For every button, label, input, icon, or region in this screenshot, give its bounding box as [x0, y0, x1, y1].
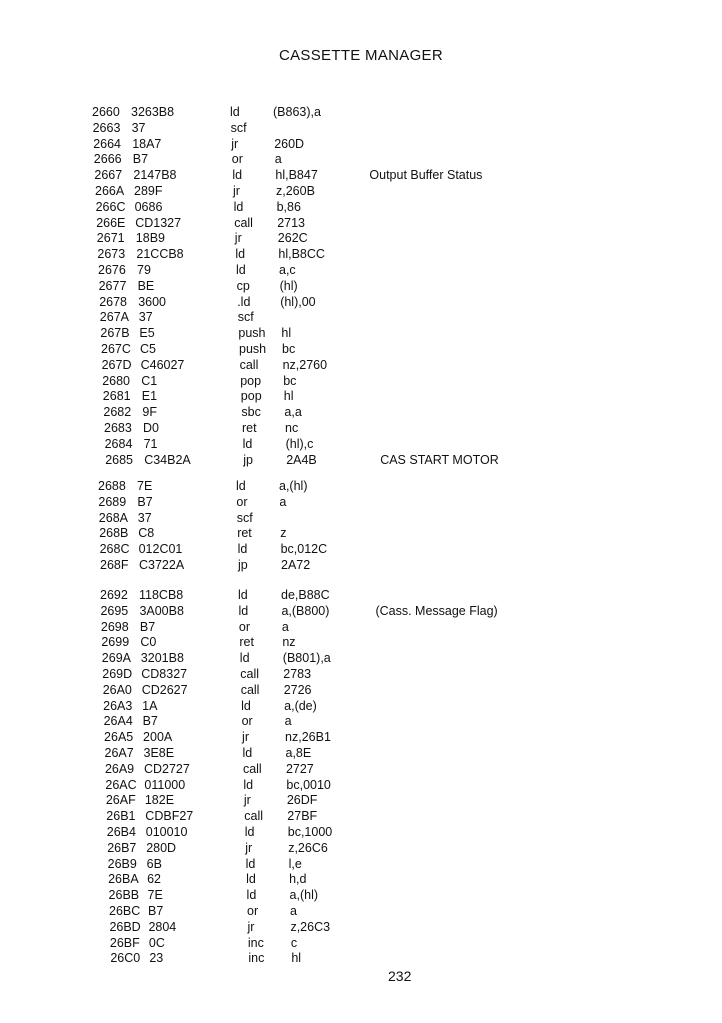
address-cell: 266A — [95, 184, 125, 198]
mnemonic-cell: jp — [238, 558, 248, 572]
hex-code-cell: 23 — [149, 951, 164, 966]
operand-cell: a,8E — [285, 746, 312, 760]
address-cell: 26B1 — [106, 809, 136, 824]
operand-cell: (B801),a — [282, 651, 331, 666]
address-cell: 2685 — [105, 452, 133, 467]
mnemonic-cell: scf — [230, 120, 247, 135]
hex-code-cell: B7 — [148, 904, 164, 918]
hex-code-cell: 011000 — [144, 777, 186, 792]
hex-code-cell: 3A00B8 — [139, 603, 184, 618]
operand-cell: c — [290, 935, 298, 950]
address-cell: 2692 — [100, 588, 128, 602]
mnemonic-cell: inc — [248, 951, 265, 966]
operand-cell: z,26C3 — [290, 919, 331, 934]
mnemonic-cell: ld — [233, 199, 244, 214]
address-cell: 2698 — [100, 619, 129, 634]
operand-cell: (hl),c — [285, 436, 314, 451]
mnemonic-cell: ld — [246, 888, 257, 903]
operand-cell: hl — [283, 389, 294, 404]
hex-code-cell: 3263B8 — [131, 105, 175, 119]
hex-code-cell: 18B9 — [135, 231, 165, 246]
address-cell: 26B4 — [106, 825, 136, 839]
address-cell: 2666 — [93, 152, 122, 167]
hex-code-cell: 200A — [143, 730, 173, 745]
mnemonic-cell: push — [239, 342, 267, 356]
address-cell: 269A — [101, 651, 131, 666]
address-cell: 26BC — [109, 904, 141, 918]
address-cell: 2689 — [98, 494, 127, 509]
address-cell: 2677 — [98, 278, 127, 293]
operand-cell: nz — [282, 635, 296, 650]
mnemonic-cell: scf — [237, 310, 254, 325]
operand-cell: 2A72 — [281, 558, 311, 572]
mnemonic-cell: jr — [243, 793, 251, 808]
comment-cell: (Cass. Message Flag) — [375, 603, 498, 618]
mnemonic-cell: or — [241, 714, 253, 729]
address-cell: 269D — [102, 667, 133, 681]
hex-code-cell: C46027 — [140, 357, 185, 372]
hex-code-cell: 0C — [148, 935, 165, 950]
hex-code-cell: E5 — [139, 326, 155, 341]
operand-cell: a — [290, 904, 297, 918]
address-cell: 2676 — [98, 263, 126, 277]
mnemonic-cell: call — [240, 667, 260, 681]
mnemonic-cell: ld — [235, 247, 246, 262]
hex-code-cell: 118CB8 — [139, 588, 184, 602]
hex-code-cell: B7 — [139, 619, 156, 634]
address-cell: 26A4 — [103, 714, 133, 729]
hex-code-cell: B7 — [142, 714, 158, 729]
operand-cell: de,B88C — [281, 588, 330, 602]
address-cell: 26C0 — [110, 951, 141, 966]
mnemonic-cell: jr — [247, 919, 255, 934]
address-cell: 26A3 — [103, 698, 133, 713]
page-title: CASSETTE MANAGER — [279, 47, 443, 64]
hex-code-cell: 6B — [146, 856, 162, 871]
hex-code-cell: 7E — [137, 479, 153, 493]
mnemonic-cell: jr — [234, 231, 242, 246]
page-number: 232 — [388, 968, 412, 984]
operand-cell: h,d — [289, 872, 307, 887]
address-cell: 2688 — [98, 479, 126, 493]
address-cell: 2680 — [102, 373, 130, 388]
operand-cell: a,a — [284, 405, 302, 420]
operand-cell: 2726 — [283, 682, 312, 697]
address-cell: 26A5 — [104, 730, 134, 745]
mnemonic-cell: ld — [236, 479, 246, 493]
mnemonic-cell: .ld — [237, 294, 251, 309]
hex-code-cell: 2147B8 — [133, 168, 177, 183]
mnemonic-cell: jr — [242, 730, 249, 745]
hex-code-cell: C3722A — [139, 558, 185, 572]
operand-cell: a,(hl) — [279, 479, 308, 493]
operand-cell: 27BF — [287, 809, 318, 824]
operand-cell: a — [274, 152, 282, 167]
mnemonic-cell: or — [238, 619, 251, 634]
operand-cell: 2A4B — [286, 452, 317, 467]
operand-cell: 260D — [274, 136, 305, 151]
address-cell: 2663 — [92, 120, 121, 135]
operand-cell: hl — [291, 951, 302, 966]
mnemonic-cell: sbc — [241, 405, 261, 420]
address-cell: 268F — [100, 558, 129, 572]
mnemonic-cell: pop — [240, 373, 262, 388]
address-cell: 26BB — [108, 888, 140, 903]
address-cell: 268A — [98, 510, 128, 525]
hex-code-cell: CD8327 — [141, 667, 188, 681]
hex-code-cell: 37 — [138, 310, 153, 325]
hex-code-cell: C0 — [140, 635, 157, 650]
mnemonic-cell: scf — [236, 510, 253, 525]
operand-cell: z,260B — [276, 184, 315, 198]
operand-cell: b,86 — [276, 199, 301, 214]
address-cell: 2681 — [102, 389, 131, 404]
hex-code-cell: CD2627 — [141, 682, 188, 697]
address-cell: 26B9 — [107, 856, 137, 871]
hex-code-cell: 18A7 — [132, 136, 162, 151]
operand-cell: 2783 — [283, 667, 312, 681]
operand-cell: 262C — [277, 231, 308, 246]
mnemonic-cell: cp — [236, 278, 250, 293]
address-cell: 2673 — [97, 247, 126, 262]
mnemonic-cell: jp — [243, 452, 253, 467]
address-cell: 26A0 — [102, 682, 132, 697]
operand-cell: nz,2760 — [282, 357, 328, 372]
hex-code-cell: 62 — [147, 872, 161, 887]
mnemonic-cell: ret — [239, 635, 254, 650]
hex-code-cell: 289F — [134, 184, 163, 198]
operand-cell: z — [280, 526, 287, 541]
mnemonic-cell: call — [240, 682, 260, 697]
mnemonic-cell: call — [239, 357, 259, 372]
operand-cell: a,(B800) — [281, 603, 330, 618]
hex-code-cell: CD2727 — [143, 761, 190, 776]
comment-cell: CAS START MOTOR — [380, 452, 499, 467]
operand-cell: bc — [282, 342, 296, 356]
address-cell: 267B — [100, 326, 130, 341]
hex-code-cell: E1 — [141, 389, 158, 404]
address-cell: 2667 — [94, 168, 123, 183]
operand-cell: a,(hl) — [289, 888, 319, 903]
mnemonic-cell: ld — [238, 588, 248, 602]
address-cell: 2660 — [92, 105, 120, 119]
operand-cell: hl,B8CC — [278, 247, 325, 262]
hex-code-cell: B7 — [132, 152, 149, 167]
mnemonic-cell: ret — [242, 421, 257, 435]
address-cell: 266E — [96, 215, 126, 230]
hex-code-cell: 3600 — [138, 294, 166, 309]
address-cell: 2682 — [103, 405, 132, 420]
address-cell: 267C — [101, 342, 131, 356]
address-cell: 26B7 — [107, 840, 137, 855]
hex-code-cell: 7E — [147, 888, 163, 903]
mnemonic-cell: ld — [230, 105, 240, 119]
mnemonic-cell: jr — [233, 184, 240, 198]
mnemonic-cell: ret — [237, 526, 252, 541]
mnemonic-cell: ld — [236, 263, 246, 277]
mnemonic-cell: call — [244, 809, 264, 824]
address-cell: 268C — [99, 542, 130, 557]
operand-cell: l,e — [288, 856, 302, 871]
hex-code-cell: BE — [137, 278, 155, 293]
mnemonic-cell: pop — [240, 389, 262, 404]
address-cell: 26A9 — [104, 761, 135, 776]
mnemonic-cell: ld — [241, 698, 251, 713]
mnemonic-cell: ld — [238, 603, 249, 618]
operand-cell: a — [279, 494, 287, 509]
operand-cell: a — [281, 619, 289, 634]
mnemonic-cell: ld — [232, 168, 243, 183]
operand-cell: (hl) — [279, 278, 298, 293]
operand-cell: hl — [281, 326, 292, 341]
operand-cell: a,c — [279, 263, 296, 277]
address-cell: 26BD — [109, 919, 141, 934]
mnemonic-cell: jr — [231, 136, 239, 151]
address-cell: 2671 — [96, 231, 125, 246]
operand-cell: a — [284, 714, 292, 729]
mnemonic-cell: ld — [245, 856, 256, 871]
address-cell: 2684 — [104, 436, 133, 451]
mnemonic-cell: ld — [237, 542, 248, 557]
operand-cell: (B863),a — [273, 105, 321, 119]
mnemonic-cell: call — [242, 761, 262, 776]
hex-code-cell: 71 — [143, 436, 158, 451]
hex-code-cell: 1A — [142, 698, 158, 713]
address-cell: 26AC — [105, 777, 137, 792]
hex-code-cell: C1 — [141, 373, 158, 388]
hex-code-cell: 79 — [137, 263, 151, 277]
address-cell: 266C — [95, 199, 126, 214]
operand-cell: nz,26B1 — [285, 730, 331, 745]
operand-cell: hl,B847 — [275, 168, 318, 183]
mnemonic-cell: ld — [239, 651, 250, 666]
operand-cell: bc,1000 — [287, 825, 333, 839]
hex-code-cell: D0 — [143, 421, 159, 435]
operand-cell: bc,0010 — [286, 777, 331, 792]
operand-cell: 2713 — [277, 215, 305, 230]
mnemonic-cell: call — [234, 215, 253, 230]
address-cell: 2699 — [101, 635, 130, 650]
hex-code-cell: 3201B8 — [140, 651, 184, 666]
address-cell: 2695 — [100, 603, 129, 618]
operand-cell: bc,012C — [280, 542, 328, 557]
address-cell: 26BA — [108, 872, 139, 887]
hex-code-cell: 0686 — [134, 199, 163, 214]
operand-cell: (hl),00 — [280, 294, 316, 309]
hex-code-cell: C8 — [138, 526, 155, 541]
mnemonic-cell: push — [238, 326, 266, 341]
operand-cell: a,(de) — [284, 698, 317, 713]
mnemonic-cell: or — [236, 494, 248, 509]
mnemonic-cell: jr — [245, 840, 253, 855]
address-cell: 2683 — [104, 421, 132, 435]
hex-code-cell: C34B2A — [144, 452, 191, 467]
address-cell: 26A7 — [104, 746, 134, 760]
hex-code-cell: 21CCB8 — [136, 247, 184, 262]
mnemonic-cell: or — [231, 152, 243, 167]
hex-code-cell: 3E8E — [143, 746, 175, 760]
address-cell: 26BF — [109, 935, 140, 950]
mnemonic-cell: ld — [243, 777, 254, 792]
mnemonic-cell: or — [247, 904, 259, 918]
operand-cell: nc — [285, 421, 299, 435]
mnemonic-cell: ld — [244, 825, 255, 839]
address-cell: 267A — [99, 310, 129, 325]
mnemonic-cell: inc — [247, 935, 264, 950]
address-cell: 268B — [99, 526, 129, 541]
operand-cell: 2727 — [285, 761, 314, 776]
hex-code-cell: 37 — [131, 120, 146, 135]
address-cell: 26AF — [105, 793, 136, 808]
hex-code-cell: 182E — [144, 793, 175, 808]
mnemonic-cell: ld — [242, 436, 253, 451]
comment-cell: Output Buffer Status — [369, 168, 483, 183]
hex-code-cell: CD1327 — [135, 215, 182, 230]
hex-code-cell: 9F — [142, 405, 157, 420]
hex-code-cell: 010010 — [145, 825, 188, 839]
hex-code-cell: B7 — [137, 494, 153, 509]
hex-code-cell: 2804 — [148, 919, 177, 934]
address-cell: 267D — [101, 357, 132, 372]
hex-code-cell: CDBF27 — [145, 809, 194, 824]
mnemonic-cell: ld — [242, 746, 253, 760]
mnemonic-cell: ld — [246, 872, 256, 887]
hex-code-cell: 280D — [146, 840, 177, 855]
operand-cell: 26DF — [286, 793, 318, 808]
address-cell: 2664 — [93, 136, 121, 151]
hex-code-cell: 37 — [137, 510, 152, 525]
operand-cell: bc — [283, 373, 297, 388]
hex-code-cell: C5 — [140, 342, 156, 356]
operand-cell: z,26C6 — [288, 840, 328, 855]
address-cell: 2678 — [99, 294, 127, 309]
hex-code-cell: 012C01 — [138, 542, 183, 557]
